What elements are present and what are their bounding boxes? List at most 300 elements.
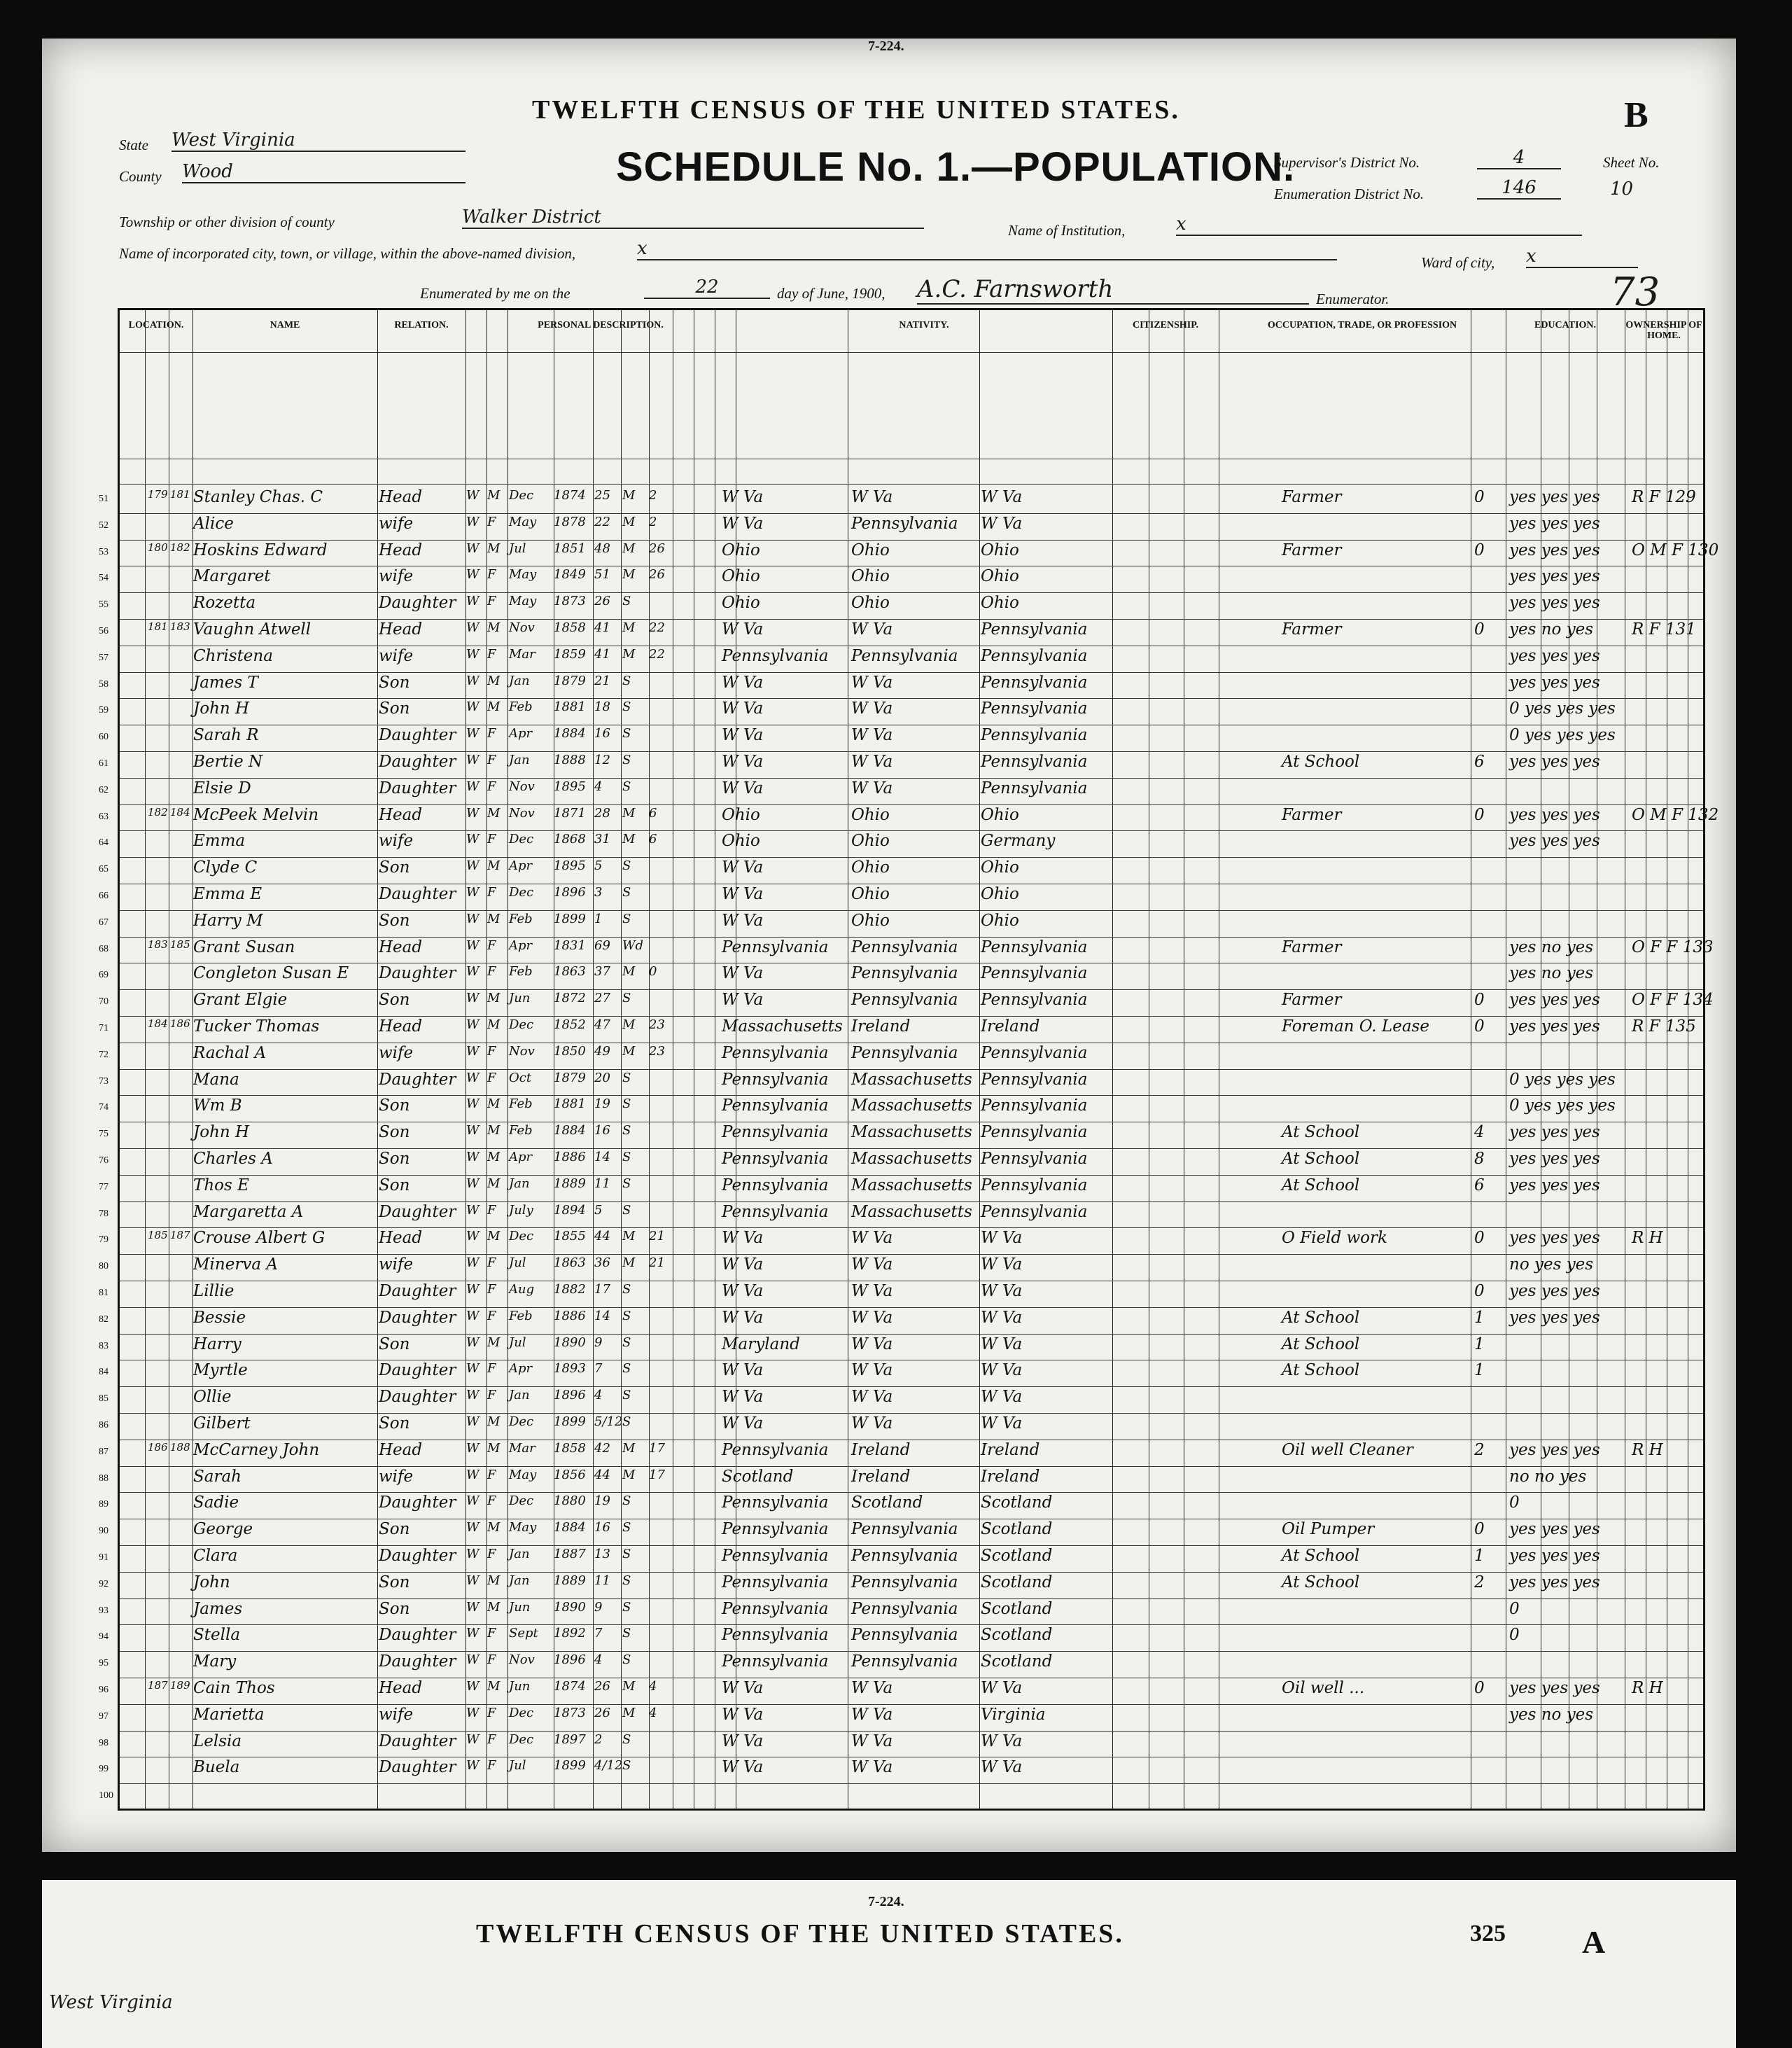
- relation-cell: Son: [379, 858, 410, 877]
- population-table: [99, 308, 1719, 1811]
- birth-cell: W Va: [722, 779, 764, 797]
- line-number: 65: [99, 864, 108, 875]
- month-cell: Dec: [509, 1732, 534, 1747]
- yrs-cell: 23: [649, 1043, 665, 1059]
- color-cell: W: [466, 1150, 479, 1164]
- color-cell: W: [466, 1202, 479, 1218]
- marital-cell: M: [622, 964, 636, 980]
- month-cell: Jun: [509, 1599, 531, 1615]
- name-cell: Grant Elgie: [193, 991, 288, 1010]
- month-cell: May: [509, 514, 537, 529]
- column-group-header: PERSONAL DESCRIPTION.: [538, 320, 664, 330]
- father-cell: Scotland: [851, 1493, 923, 1512]
- birth-cell: W Va: [722, 964, 764, 983]
- line-number: 59: [99, 705, 108, 716]
- age-cell: 5: [594, 1202, 603, 1218]
- relation-cell: Head: [379, 488, 423, 506]
- yrs-cell: 17: [649, 1440, 665, 1456]
- mother-cell: Pennsylvania: [981, 1123, 1088, 1142]
- birth-cell: Ohio: [722, 832, 760, 851]
- year-cell: 1831: [554, 938, 586, 953]
- table-row: [99, 487, 1703, 513]
- month-cell: Jan: [509, 1547, 530, 1561]
- color-cell: W: [466, 594, 479, 609]
- relation-cell: Head: [379, 620, 423, 639]
- next-census-title: TWELFTH CENSUS OF THE UNITED STATES.: [476, 1919, 1124, 1949]
- relation-cell: Son: [379, 1150, 410, 1168]
- father-cell: Pennsylvania: [851, 991, 958, 1010]
- birth-cell: Pennsylvania: [722, 1493, 829, 1512]
- relation-cell: Son: [379, 1414, 410, 1433]
- marital-cell: S: [622, 1758, 631, 1774]
- edu-cell: 0 yes yes yes: [1509, 699, 1616, 718]
- year-cell: 1889: [554, 1573, 586, 1588]
- father-cell: W Va: [851, 1388, 893, 1407]
- marital-cell: S: [622, 1282, 631, 1297]
- relation-cell: Daughter: [379, 1652, 456, 1671]
- name-cell: Crouse Albert G: [193, 1229, 326, 1248]
- year-cell: 1895: [554, 779, 586, 794]
- marital-cell: S: [622, 753, 631, 767]
- table-row: [99, 513, 1703, 540]
- name-cell: Bertie N: [193, 753, 263, 771]
- edu-cell: yes yes yes: [1509, 594, 1600, 613]
- relation-cell: Daughter: [379, 1070, 456, 1089]
- color-cell: W: [466, 1361, 479, 1377]
- table-row: [99, 1148, 1703, 1175]
- table-row: [99, 1624, 1703, 1651]
- months-cell: 0: [1474, 1520, 1485, 1539]
- marital-cell: S: [622, 858, 631, 874]
- color-cell: W: [466, 488, 479, 503]
- father-cell: Massachusetts: [851, 1123, 972, 1142]
- color-cell: W: [466, 1282, 479, 1297]
- marital-cell: S: [622, 1388, 631, 1403]
- mother-cell: Ohio: [981, 885, 1019, 903]
- relation-cell: Son: [379, 1096, 410, 1115]
- year-cell: 1882: [554, 1282, 586, 1297]
- occupation-cell: At School: [1282, 1150, 1360, 1168]
- edu-cell: yes yes yes: [1509, 488, 1600, 506]
- mother-cell: Pennsylvania: [981, 1176, 1088, 1194]
- age-cell: 26: [594, 1679, 610, 1694]
- month-cell: Apr: [509, 858, 533, 874]
- dwelling-cell: 183: [148, 938, 168, 951]
- sex-cell: F: [487, 567, 496, 583]
- line-number: 69: [99, 970, 108, 981]
- year-cell: 1879: [554, 673, 586, 688]
- incorporated-label: Name of incorporated city, town, or village, within the above-named division,: [119, 245, 576, 262]
- line-number: 74: [99, 1102, 108, 1113]
- color-cell: W: [466, 1335, 479, 1350]
- marital-cell: M: [622, 1467, 636, 1482]
- table-row: [99, 1254, 1703, 1281]
- year-cell: 1873: [554, 1705, 586, 1720]
- line-number: 86: [99, 1420, 108, 1430]
- sex-cell: F: [487, 1070, 496, 1085]
- relation-cell: Daughter: [379, 1202, 456, 1221]
- edu-cell: yes yes yes: [1509, 753, 1600, 771]
- months-cell: 1: [1474, 1547, 1485, 1565]
- ward-label: Ward of city,: [1421, 254, 1495, 271]
- sex-cell: F: [487, 964, 496, 980]
- relation-cell: Daughter: [379, 885, 456, 903]
- color-cell: W: [466, 567, 479, 583]
- schedule-title: SCHEDULE No. 1.—POPULATION.: [616, 144, 1296, 190]
- name-cell: Harry M: [193, 911, 263, 930]
- family-cell: 183: [170, 620, 190, 633]
- year-cell: 1879: [554, 1070, 586, 1085]
- sex-cell: M: [487, 541, 500, 556]
- father-cell: Ohio: [851, 805, 890, 824]
- marital-cell: S: [622, 1573, 631, 1588]
- father-cell: W Va: [851, 1229, 893, 1248]
- age-cell: 7: [594, 1361, 603, 1377]
- line-number: 61: [99, 758, 108, 769]
- year-cell: 1893: [554, 1361, 586, 1377]
- month-cell: Jul: [509, 541, 526, 556]
- table-row: [99, 857, 1703, 884]
- marital-cell: S: [622, 1335, 631, 1350]
- month-cell: Jan: [509, 753, 530, 767]
- year-cell: 1886: [554, 1308, 586, 1323]
- yrs-cell: 2: [649, 488, 657, 503]
- month-cell: Nov: [509, 620, 535, 635]
- dwelling-cell: 184: [148, 1017, 168, 1030]
- birth-cell: W Va: [722, 1255, 764, 1274]
- birth-cell: Pennsylvania: [722, 1150, 829, 1168]
- sex-cell: F: [487, 1361, 496, 1377]
- sex-cell: M: [487, 1335, 500, 1350]
- color-cell: W: [466, 991, 479, 1006]
- line-number: 60: [99, 732, 108, 743]
- own-cell: R H: [1632, 1679, 1663, 1697]
- father-cell: W Va: [851, 620, 893, 639]
- age-cell: 5/12: [594, 1414, 623, 1429]
- month-cell: Aug: [509, 1282, 535, 1297]
- dwelling-cell: 180: [148, 541, 168, 554]
- color-cell: W: [466, 514, 479, 529]
- sex-cell: F: [487, 1705, 496, 1720]
- birth-cell: W Va: [722, 1308, 764, 1327]
- edu-cell: yes yes yes: [1509, 1520, 1600, 1539]
- sex-cell: M: [487, 488, 500, 503]
- birth-cell: W Va: [722, 1361, 764, 1380]
- name-cell: Lelsia: [193, 1732, 242, 1750]
- month-cell: Apr: [509, 938, 533, 953]
- months-cell: 0: [1474, 1679, 1485, 1697]
- edu-cell: yes yes yes: [1509, 805, 1600, 824]
- months-cell: 0: [1474, 991, 1485, 1010]
- age-cell: 11: [594, 1573, 610, 1588]
- month-cell: Feb: [509, 964, 533, 980]
- yrs-cell: 0: [649, 964, 657, 980]
- own-cell: O F F 133: [1632, 938, 1714, 956]
- month-cell: Jan: [509, 673, 530, 688]
- marital-cell: M: [622, 1043, 636, 1059]
- name-cell: Lillie: [193, 1282, 234, 1300]
- month-cell: Jun: [509, 991, 531, 1006]
- year-cell: 1886: [554, 1150, 586, 1164]
- occupation-cell: Oil Pumper: [1282, 1520, 1375, 1539]
- marital-cell: S: [622, 1070, 631, 1085]
- yrs-cell: 23: [649, 1017, 665, 1032]
- relation-cell: Son: [379, 911, 410, 930]
- census-title: TWELFTH CENSUS OF THE UNITED STATES.: [532, 95, 1180, 125]
- age-cell: 20: [594, 1070, 610, 1085]
- color-cell: W: [466, 1017, 479, 1032]
- mother-cell: Ireland: [981, 1017, 1040, 1036]
- name-cell: Margaret: [193, 567, 271, 586]
- father-cell: Massachusetts: [851, 1096, 972, 1115]
- year-cell: 1874: [554, 488, 586, 503]
- table-row: [99, 1492, 1703, 1519]
- line-number: 75: [99, 1129, 108, 1140]
- table-row: [99, 1307, 1703, 1334]
- marital-cell: S: [622, 1202, 631, 1218]
- supervisor-value: 4: [1477, 147, 1561, 169]
- month-cell: May: [509, 594, 537, 609]
- name-cell: Stella: [193, 1626, 241, 1645]
- color-cell: W: [466, 1599, 479, 1615]
- age-cell: 22: [594, 514, 610, 529]
- father-cell: W Va: [851, 779, 893, 797]
- family-cell: 181: [170, 488, 190, 501]
- color-cell: W: [466, 1467, 479, 1482]
- enumeration-label: Enumeration District No.: [1274, 186, 1424, 202]
- birth-cell: W Va: [722, 1282, 764, 1300]
- table-row: [99, 566, 1703, 592]
- edu-cell: yes yes yes: [1509, 673, 1600, 692]
- marital-cell: S: [622, 1123, 631, 1138]
- family-cell: 185: [170, 938, 190, 951]
- color-cell: W: [466, 753, 479, 767]
- age-cell: 49: [594, 1043, 610, 1059]
- table-row: [99, 963, 1703, 989]
- months-cell: 1: [1474, 1335, 1485, 1353]
- occupation-cell: At School: [1282, 1308, 1360, 1327]
- name-cell: Sarah R: [193, 726, 259, 745]
- mother-cell: Pennsylvania: [981, 938, 1088, 956]
- line-number: 71: [99, 1023, 108, 1033]
- months-cell: 0: [1474, 1017, 1485, 1036]
- sex-cell: F: [487, 885, 496, 900]
- sex-cell: M: [487, 858, 500, 874]
- father-cell: Ireland: [851, 1017, 911, 1036]
- year-cell: 1878: [554, 514, 586, 529]
- mother-cell: W Va: [981, 1255, 1023, 1274]
- marital-cell: S: [622, 1520, 631, 1535]
- line-number: 98: [99, 1737, 108, 1748]
- father-cell: W Va: [851, 1414, 893, 1433]
- table-row: [99, 592, 1703, 619]
- occupation-cell: Farmer: [1282, 991, 1342, 1010]
- sheet-no-label: Sheet No.: [1603, 154, 1660, 171]
- month-cell: Mar: [509, 1440, 536, 1456]
- family-cell: 184: [170, 805, 190, 818]
- name-cell: Mary: [193, 1652, 237, 1671]
- mother-cell: Scotland: [981, 1573, 1053, 1591]
- birth-cell: Pennsylvania: [722, 1070, 829, 1089]
- yrs-cell: 22: [649, 646, 665, 662]
- father-cell: Pennsylvania: [851, 1599, 958, 1618]
- name-cell: Tucker Thomas: [193, 1017, 320, 1036]
- relation-cell: wife: [379, 514, 414, 533]
- father-cell: Ireland: [851, 1440, 911, 1459]
- edu-cell: yes no yes: [1509, 620, 1594, 639]
- name-cell: Congleton Susan E: [193, 964, 349, 983]
- father-cell: W Va: [851, 1282, 893, 1300]
- birth-cell: W Va: [722, 1679, 764, 1697]
- name-cell: George: [193, 1520, 253, 1539]
- months-cell: 6: [1474, 753, 1485, 771]
- months-cell: 2: [1474, 1440, 1485, 1459]
- months-cell: 0: [1474, 1229, 1485, 1248]
- mother-cell: Ireland: [981, 1440, 1040, 1459]
- age-cell: 2: [594, 1732, 603, 1747]
- age-cell: 47: [594, 1017, 610, 1032]
- father-cell: W Va: [851, 753, 893, 771]
- color-cell: W: [466, 1229, 479, 1244]
- birth-cell: Pennsylvania: [722, 1652, 829, 1671]
- mother-cell: W Va: [981, 1679, 1023, 1697]
- occupation-cell: At School: [1282, 1361, 1360, 1380]
- column-group-header: OCCUPATION, TRADE, OR PROFESSION: [1267, 320, 1457, 330]
- marital-cell: S: [622, 1652, 631, 1668]
- month-cell: Dec: [509, 1229, 534, 1244]
- mother-cell: Ohio: [981, 594, 1019, 613]
- months-cell: 0: [1474, 620, 1485, 639]
- relation-cell: wife: [379, 1043, 414, 1062]
- sex-cell: M: [487, 1599, 500, 1615]
- table-row: [99, 646, 1703, 672]
- column-group-header: EDUCATION.: [1534, 320, 1597, 330]
- marital-cell: S: [622, 1414, 631, 1429]
- birth-cell: Pennsylvania: [722, 1520, 829, 1539]
- edu-cell: yes yes yes: [1509, 567, 1600, 586]
- marital-cell: S: [622, 699, 631, 715]
- marital-cell: M: [622, 1229, 636, 1244]
- edu-cell: yes yes yes: [1509, 991, 1600, 1010]
- yrs-cell: 17: [649, 1467, 665, 1482]
- mother-cell: W Va: [981, 514, 1023, 533]
- mother-cell: Pennsylvania: [981, 699, 1088, 718]
- months-cell: 1: [1474, 1308, 1485, 1327]
- edu-cell: yes yes yes: [1509, 1176, 1600, 1194]
- sex-cell: M: [487, 620, 500, 635]
- age-cell: 14: [594, 1150, 610, 1164]
- month-cell: Feb: [509, 1308, 533, 1323]
- year-cell: 1858: [554, 620, 586, 635]
- table-row: [99, 1122, 1703, 1148]
- own-cell: O M F 130: [1632, 541, 1719, 559]
- color-cell: W: [466, 1176, 479, 1191]
- table-row: [99, 1704, 1703, 1731]
- own-cell: R F 135: [1632, 1017, 1696, 1036]
- county-value: Wood: [182, 161, 465, 183]
- year-cell: 1890: [554, 1335, 586, 1350]
- birth-cell: Pennsylvania: [722, 1096, 829, 1115]
- color-cell: W: [466, 1626, 479, 1641]
- sex-cell: M: [487, 673, 500, 688]
- family-cell: 186: [170, 1017, 190, 1030]
- line-number: 83: [99, 1340, 108, 1351]
- line-number: 91: [99, 1552, 108, 1563]
- occupation-cell: At School: [1282, 1123, 1360, 1142]
- table-row: [99, 1783, 1703, 1810]
- table-row: [99, 1413, 1703, 1440]
- month-cell: Jul: [509, 1255, 526, 1271]
- month-cell: Dec: [509, 832, 534, 847]
- month-cell: Jan: [509, 1573, 530, 1588]
- edu-cell: yes yes yes: [1509, 1282, 1600, 1300]
- occupation-cell: At School: [1282, 1335, 1360, 1353]
- age-cell: 4: [594, 779, 603, 794]
- age-cell: 41: [594, 646, 610, 662]
- age-cell: 26: [594, 1705, 610, 1720]
- marital-cell: S: [622, 594, 631, 609]
- year-cell: 1881: [554, 1096, 586, 1112]
- father-cell: Massachusetts: [851, 1176, 972, 1194]
- table-row: [99, 725, 1703, 751]
- year-cell: 1850: [554, 1043, 586, 1059]
- mother-cell: Pennsylvania: [981, 673, 1088, 692]
- sex-cell: F: [487, 938, 496, 953]
- name-cell: Hoskins Edward: [193, 541, 328, 559]
- line-number: 82: [99, 1314, 108, 1325]
- year-cell: 1884: [554, 726, 586, 741]
- mother-cell: Germany: [981, 832, 1056, 851]
- color-cell: W: [466, 832, 479, 847]
- enumerator-name: A.C. Farnsworth: [917, 275, 1309, 305]
- birth-cell: Pennsylvania: [722, 646, 829, 665]
- relation-cell: Son: [379, 673, 410, 692]
- father-cell: Ohio: [851, 911, 890, 930]
- color-cell: W: [466, 964, 479, 980]
- age-cell: 51: [594, 567, 610, 583]
- age-cell: 31: [594, 832, 610, 847]
- sex-cell: F: [487, 1043, 496, 1059]
- next-form-number: 7-224.: [868, 1894, 904, 1909]
- form-number: 7-224.: [868, 39, 904, 54]
- sex-cell: F: [487, 1758, 496, 1774]
- birth-cell: Ohio: [722, 541, 760, 559]
- year-cell: 1852: [554, 1017, 586, 1032]
- age-cell: 9: [594, 1599, 603, 1615]
- mother-cell: W Va: [981, 1732, 1023, 1750]
- name-cell: Grant Susan: [193, 938, 295, 956]
- name-cell: Emma: [193, 832, 246, 851]
- sex-cell: F: [487, 1547, 496, 1561]
- yrs-cell: 21: [649, 1255, 665, 1271]
- day-of-label: day of June, 1900,: [777, 285, 886, 302]
- sex-cell: F: [487, 514, 496, 529]
- mother-cell: Virginia: [981, 1705, 1046, 1724]
- table-row: [99, 540, 1719, 566]
- name-cell: Sarah: [193, 1467, 241, 1486]
- mother-cell: W Va: [981, 1308, 1023, 1327]
- name-cell: James: [193, 1599, 243, 1618]
- birth-cell: W Va: [722, 858, 764, 877]
- age-cell: 41: [594, 620, 610, 635]
- color-cell: W: [466, 779, 479, 794]
- family-cell: 187: [170, 1229, 190, 1242]
- age-cell: 37: [594, 964, 610, 980]
- father-cell: Pennsylvania: [851, 1652, 958, 1671]
- table-row: [99, 1545, 1703, 1572]
- table-row: [99, 804, 1719, 831]
- relation-cell: Head: [379, 1679, 423, 1697]
